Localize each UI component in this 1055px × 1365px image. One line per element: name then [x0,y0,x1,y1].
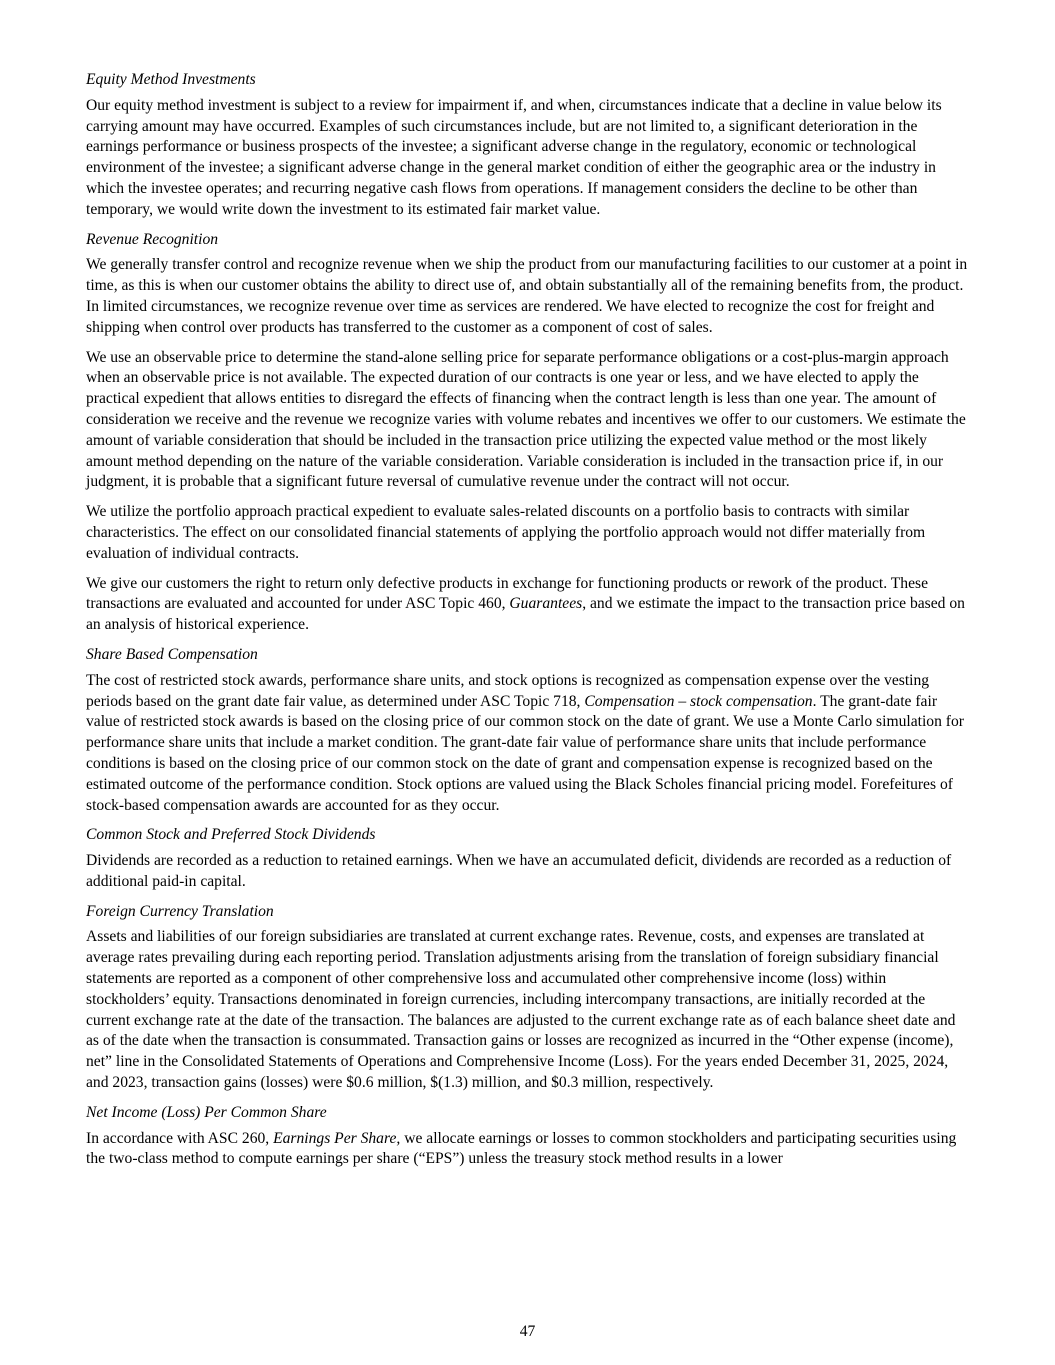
paragraph: We utilize the portfolio approach practical expedient to evaluate sales-related discounts on a portfolio basis to contracts with similar characteristics. The effect on our consolidated financial statements of applying the portfolio approach would not differ materially from evaluation of individual contracts. [86,503,926,562]
paragraph: Assets and liabilities of our foreign subsidiaries are translated at current exchange rates. Revenue, costs, and expenses are translated at average rates prevailing during each reporting period. Translation adjustments arising from the translation of foreign subsidiary financial statements are reported as a component of other comprehensive loss and accumulated other comprehensive income (loss) within stockholders’ equity. Transactions denominated in foreign currencies, including intercompany transactions, are initially recorded at the current exchange rate at the date of the transaction. The balances are adjusted to the current exchange rate as of each balance sheet date and as of the date when the transaction is consummated. Transaction gains or losses are recognized as incurred in the “Other expense (income), net” line in the Consolidated Statements of Operations and Comprehensive Income (Loss). For the years ended December 31, 2025, 2024, and 2023, transaction gains (losses) were $0.6 million, $(1.3) million, and $0.3 million, respectively. [86,928,956,1092]
paragraph-text: The cost of restricted stock awards, performance share units, and stock options is recognized as compensation expense over the vesting periods based on the grant date fair value, as determined under ASC Topic 718, [86,671,930,710]
section-dividends [86,825,970,892]
paragraph-text: , and we estimate the impact to the transaction price based on an analysis of historical experience. [86,595,965,634]
section-heading: Net Income (Loss) Per Common Share [86,1103,327,1121]
section-net-income-per-share [86,1103,970,1170]
section-share-based-compensation [86,645,970,816]
paragraph [86,671,970,817]
paragraph: Dividends are recorded as a reduction to retained earnings. When we have an accumulated deficit, dividends are recorded as a reduction of additional paid-in capital. [86,852,952,890]
paragraph: Our equity method investment is subject to a review for impairment if, and when, circumstances indicate that a decline in value below its carrying amount may have occurred. Examples of such circumstances include, but are not limited to, a significant deterioration in the earnings performance or business prospects of the investee; a significant adverse change in the regulatory, economic or technological environment of the investee; a significant adverse change in the general market condition of either the geographic area or the industry in which the investee operates; and recurring negative cash flows from operations. If management considers the decline to be other than temporary, we would write down the investment to its estimated fair market value. [86,96,942,218]
section-foreign-currency-translation [86,902,970,1094]
section-equity-method-investments [86,70,970,221]
section-heading: Equity Method Investments [86,71,256,88]
section-heading: Share Based Compensation [86,645,258,663]
paragraph: We generally transfer control and recognize revenue when we ship the product from our manufacturing facilities to our customer at a point in time, as this is when our customer obtains the ability to direct use of, and obtain substantially all of the remaining benefits from, the product. In limited circumstances, we recognize revenue over time as services are rendered. We have elected to recognize the cost for freight and shipping when control over products has transferred to the customer as a component of cost of sales. [86,256,968,336]
italic-term: Earnings Per Share, [273,1129,401,1147]
section-revenue-recognition [86,230,970,636]
paragraph-text: In accordance with ASC 260, [86,1129,274,1147]
italic-term: Compensation – stock compensation [584,692,813,710]
section-heading: Common Stock and Preferred Stock Dividends [86,826,376,844]
section-heading: Foreign Currency Translation [86,902,274,920]
document-page [86,70,970,1179]
paragraph-text: We give our customers the right to return only defective products in exchange for functioning products or rework of the product. These transactions are evaluated and accounted for under ASC Topic 460, [86,574,929,613]
paragraph [86,574,970,636]
paragraph-text: we allocate earnings or losses to common stockholders and participating securities using the two-class method to compute earnings per share (“EPS”) unless the treasury stock method results in a lower [86,1129,957,1168]
paragraph: We use an observable price to determine the stand-alone selling price for separate performance obligations or a cost-plus-margin approach when an observable price is not available. The expected duration of our contracts is one year or less, and we have elected to apply the practical expedient that allows entities to disregard the effects of financing when the contract length is less than one year. The amount of consideration we receive and the revenue we recognize varies with volume rebates and incentives we offer to our customers. We estimate the amount of variable consideration that should be included in the transaction price utilizing the expected value method or the most likely amount method depending on the nature of the variable consideration. Variable consideration is included in the transaction price if, in our judgment, it is probable that a significant future reversal of cumulative revenue under the contract will not occur. [86,348,966,491]
section-heading: Revenue Recognition [86,230,219,248]
italic-term: Guarantees [509,595,583,613]
paragraph-text: . The grant-date fair value of restricted stock awards is based on the closing price of our common stock on the date of grant. We use a Monte Carlo simulation for performance share units that include a market condition. The grant-date fair value of performance share units that include performance conditions is based on the closing price of our common stock on the date of grant and compensation expense is recognized based on the estimated outcome of the performance condition. Stock options are valued using the Black Scholes financial pricing model. Forefeitures of stock-based compensation awards are accounted for as they occur. [86,692,964,814]
paragraph [86,1129,970,1171]
page-number: 47 [519,1323,536,1340]
